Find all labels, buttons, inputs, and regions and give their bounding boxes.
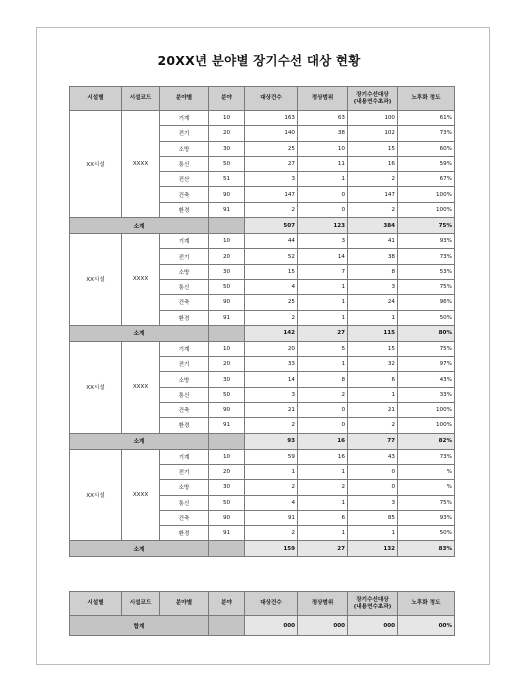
field-number-cell: 50 [209,156,245,171]
normal-range-cell: 0 [298,202,348,217]
header-normal-range: 정상범위 [298,87,348,111]
longterm-target-cell: 8 [348,264,398,279]
longterm-target-cell: 24 [348,295,398,310]
subtotal-label: 소계 [70,541,209,557]
aging-degree-cell: 43% [398,372,455,387]
facility-code-cell: XXXX [122,341,160,433]
longterm-target-cell: 6 [348,372,398,387]
target-count-cell: 25 [245,295,298,310]
header-field: 분야 [209,87,245,111]
normal-range-cell: 1 [298,526,348,541]
normal-range-cell: 0 [298,418,348,433]
subtotal-row [70,541,455,557]
field-number-cell: 91 [209,418,245,433]
field-name-cell: 전산 [160,172,209,187]
subtotal-longterm: 115 [348,325,398,341]
normal-range-cell: 7 [298,264,348,279]
target-count-cell: 1 [245,464,298,479]
subtotal-blank-cell [209,541,245,557]
facility-name-cell: XX시설 [70,341,122,433]
field-number-cell: 30 [209,480,245,495]
total-label: 합계 [70,616,209,636]
subtotal-aging: 75% [398,218,455,234]
longterm-target-cell: 0 [348,480,398,495]
aging-degree-cell: 100% [398,187,455,202]
normal-range-cell: 16 [298,449,348,464]
header-facility-code: 시설코드 [122,592,160,616]
longterm-target-cell: 147 [348,187,398,202]
header-facility: 시설별 [70,87,122,111]
target-count-cell: 25 [245,141,298,156]
field-name-cell: 기계 [160,341,209,356]
longterm-target-cell: 2 [348,202,398,217]
field-name-cell: 기계 [160,111,209,126]
total-blank-cell [209,616,245,636]
longterm-target-cell: 16 [348,156,398,171]
longterm-target-cell: 1 [348,526,398,541]
normal-range-cell: 1 [298,295,348,310]
total-normal: 000 [298,616,348,636]
longterm-target-cell: 43 [348,449,398,464]
aging-degree-cell: 50% [398,526,455,541]
subtotal-blank-cell [209,218,245,234]
target-count-cell: 2 [245,480,298,495]
subtotal-blank-cell [209,433,245,449]
normal-range-cell: 5 [298,341,348,356]
field-number-cell: 10 [209,341,245,356]
aging-degree-cell: 93% [398,510,455,525]
aging-degree-cell: 93% [398,234,455,249]
subtotal-longterm: 384 [348,218,398,234]
field-name-cell: 기계 [160,234,209,249]
field-number-cell: 10 [209,449,245,464]
field-number-cell: 30 [209,372,245,387]
field-name-cell: 통신 [160,495,209,510]
facility-code-cell: XXXX [122,234,160,326]
normal-range-cell: 0 [298,403,348,418]
document-title: 20XX년 분야별 장기수선 대상 현황 [157,53,361,68]
subtotal-target: 93 [245,433,298,449]
field-name-cell: 건축 [160,403,209,418]
total-header-row [70,592,455,616]
header-field-type: 분야별 [160,592,209,616]
field-name-cell: 건축 [160,510,209,525]
aging-degree-cell: 100% [398,418,455,433]
field-name-cell: 소방 [160,480,209,495]
target-count-cell: 147 [245,187,298,202]
field-number-cell: 30 [209,264,245,279]
subtotal-normal: 123 [298,218,348,234]
target-count-cell: 4 [245,495,298,510]
aging-degree-cell: 59% [398,156,455,171]
target-count-cell: 14 [245,372,298,387]
field-name-cell: 전기 [160,357,209,372]
total-longterm: 000 [348,616,398,636]
subtotal-longterm: 77 [348,433,398,449]
aging-degree-cell: 67% [398,172,455,187]
normal-range-cell: 63 [298,111,348,126]
field-number-cell: 20 [209,464,245,479]
aging-degree-cell: 53% [398,264,455,279]
header-field-type: 분야별 [160,87,209,111]
longterm-target-cell: 1 [348,387,398,402]
longterm-target-cell: 1 [348,310,398,325]
longterm-target-cell: 15 [348,141,398,156]
normal-range-cell: 1 [298,172,348,187]
target-count-cell: 27 [245,156,298,171]
aging-degree-cell: 97% [398,357,455,372]
field-name-cell: 환경 [160,526,209,541]
subtotal-aging: 82% [398,433,455,449]
header-aging-degree: 노후화 정도 [398,592,455,616]
subtotal-label: 소계 [70,325,209,341]
total-table [69,591,455,636]
longterm-target-cell: 41 [348,234,398,249]
target-count-cell: 4 [245,279,298,294]
field-name-cell: 환경 [160,202,209,217]
field-name-cell: 통신 [160,279,209,294]
longterm-target-cell: 2 [348,418,398,433]
subtotal-target: 507 [245,218,298,234]
normal-range-cell: 1 [298,464,348,479]
target-count-cell: 33 [245,357,298,372]
aging-degree-cell: 75% [398,279,455,294]
table-row [70,341,455,356]
field-number-cell: 91 [209,310,245,325]
aging-degree-cell: 100% [398,202,455,217]
target-count-cell: 15 [245,264,298,279]
aging-degree-cell: 75% [398,495,455,510]
subtotal-normal: 27 [298,541,348,557]
aging-degree-cell: 100% [398,403,455,418]
normal-range-cell: 8 [298,372,348,387]
facility-code-cell: XXXX [122,111,160,218]
field-number-cell: 50 [209,279,245,294]
header-facility: 시설별 [70,592,122,616]
field-name-cell: 건축 [160,187,209,202]
field-name-cell: 통신 [160,156,209,171]
subtotal-row [70,325,455,341]
field-number-cell: 90 [209,510,245,525]
subtotal-label: 소계 [70,433,209,449]
facility-name-cell: XX시설 [70,449,122,541]
field-number-cell: 20 [209,126,245,141]
normal-range-cell: 14 [298,249,348,264]
aging-degree-cell: 61% [398,111,455,126]
subtotal-row [70,433,455,449]
total-aging: 00% [398,616,455,636]
normal-range-cell: 2 [298,387,348,402]
field-name-cell: 전기 [160,249,209,264]
aging-degree-cell: 96% [398,295,455,310]
field-number-cell: 90 [209,187,245,202]
aging-degree-cell: 50% [398,310,455,325]
field-number-cell: 20 [209,357,245,372]
target-count-cell: 2 [245,202,298,217]
field-number-cell: 50 [209,495,245,510]
longterm-target-cell: 15 [348,341,398,356]
table-row [70,449,455,464]
subtotal-target: 142 [245,325,298,341]
field-number-cell: 30 [209,141,245,156]
field-number-cell: 51 [209,172,245,187]
table-row [70,234,455,249]
table-header-row [70,87,455,111]
target-count-cell: 140 [245,126,298,141]
aging-degree-cell: % [398,480,455,495]
normal-range-cell: 38 [298,126,348,141]
header-longterm-target: 장기수선대상 (내용연수초과) [348,592,398,616]
subtotal-aging: 80% [398,325,455,341]
longterm-target-cell: 0 [348,464,398,479]
field-number-cell: 20 [209,249,245,264]
header-normal-range: 정상범위 [298,592,348,616]
header-field: 분야 [209,592,245,616]
normal-range-cell: 10 [298,141,348,156]
aging-degree-cell: 60% [398,141,455,156]
field-number-cell: 10 [209,111,245,126]
normal-range-cell: 0 [298,187,348,202]
target-count-cell: 3 [245,172,298,187]
table-row [70,111,455,126]
header-aging-degree: 노후화 정도 [398,87,455,111]
field-name-cell: 전기 [160,464,209,479]
longterm-target-cell: 38 [348,249,398,264]
target-count-cell: 91 [245,510,298,525]
subtotal-aging: 83% [398,541,455,557]
field-name-cell: 소방 [160,264,209,279]
target-count-cell: 3 [245,387,298,402]
aging-degree-cell: 33% [398,387,455,402]
facility-table [69,86,455,557]
target-count-cell: 163 [245,111,298,126]
field-name-cell: 소방 [160,372,209,387]
field-name-cell: 통신 [160,387,209,402]
normal-range-cell: 1 [298,495,348,510]
aging-degree-cell: % [398,464,455,479]
normal-range-cell: 2 [298,480,348,495]
facility-name-cell: XX시설 [70,111,122,218]
aging-degree-cell: 73% [398,249,455,264]
facility-name-cell: XX시설 [70,234,122,326]
field-name-cell: 기계 [160,449,209,464]
subtotal-label: 소계 [70,218,209,234]
longterm-target-cell: 2 [348,172,398,187]
target-count-cell: 44 [245,234,298,249]
header-longterm-target: 장기수선대상 (내용연수초과) [348,87,398,111]
longterm-target-cell: 102 [348,126,398,141]
normal-range-cell: 11 [298,156,348,171]
field-name-cell: 소방 [160,141,209,156]
header-target-count: 대상건수 [245,592,298,616]
field-name-cell: 환경 [160,418,209,433]
subtotal-normal: 27 [298,325,348,341]
target-count-cell: 2 [245,418,298,433]
longterm-target-cell: 3 [348,495,398,510]
longterm-target-cell: 85 [348,510,398,525]
subtotal-longterm: 132 [348,541,398,557]
target-count-cell: 2 [245,310,298,325]
aging-degree-cell: 73% [398,126,455,141]
total-row [70,616,455,636]
field-number-cell: 90 [209,403,245,418]
longterm-target-cell: 3 [348,279,398,294]
field-number-cell: 91 [209,526,245,541]
subtotal-blank-cell [209,325,245,341]
field-name-cell: 환경 [160,310,209,325]
field-number-cell: 10 [209,234,245,249]
normal-range-cell: 3 [298,234,348,249]
subtotal-row [70,218,455,234]
subtotal-normal: 16 [298,433,348,449]
field-name-cell: 전기 [160,126,209,141]
target-count-cell: 59 [245,449,298,464]
normal-range-cell: 6 [298,510,348,525]
field-number-cell: 50 [209,387,245,402]
normal-range-cell: 1 [298,310,348,325]
facility-code-cell: XXXX [122,449,160,541]
total-target: 000 [245,616,298,636]
longterm-target-cell: 100 [348,111,398,126]
field-number-cell: 91 [209,202,245,217]
field-number-cell: 90 [209,295,245,310]
target-count-cell: 2 [245,526,298,541]
subtotal-target: 159 [245,541,298,557]
longterm-target-cell: 21 [348,403,398,418]
longterm-target-cell: 32 [348,357,398,372]
normal-range-cell: 1 [298,279,348,294]
normal-range-cell: 1 [298,357,348,372]
target-count-cell: 52 [245,249,298,264]
aging-degree-cell: 73% [398,449,455,464]
aging-degree-cell: 75% [398,341,455,356]
target-count-cell: 21 [245,403,298,418]
header-target-count: 대상건수 [245,87,298,111]
target-count-cell: 20 [245,341,298,356]
field-name-cell: 건축 [160,295,209,310]
header-facility-code: 시설코드 [122,87,160,111]
